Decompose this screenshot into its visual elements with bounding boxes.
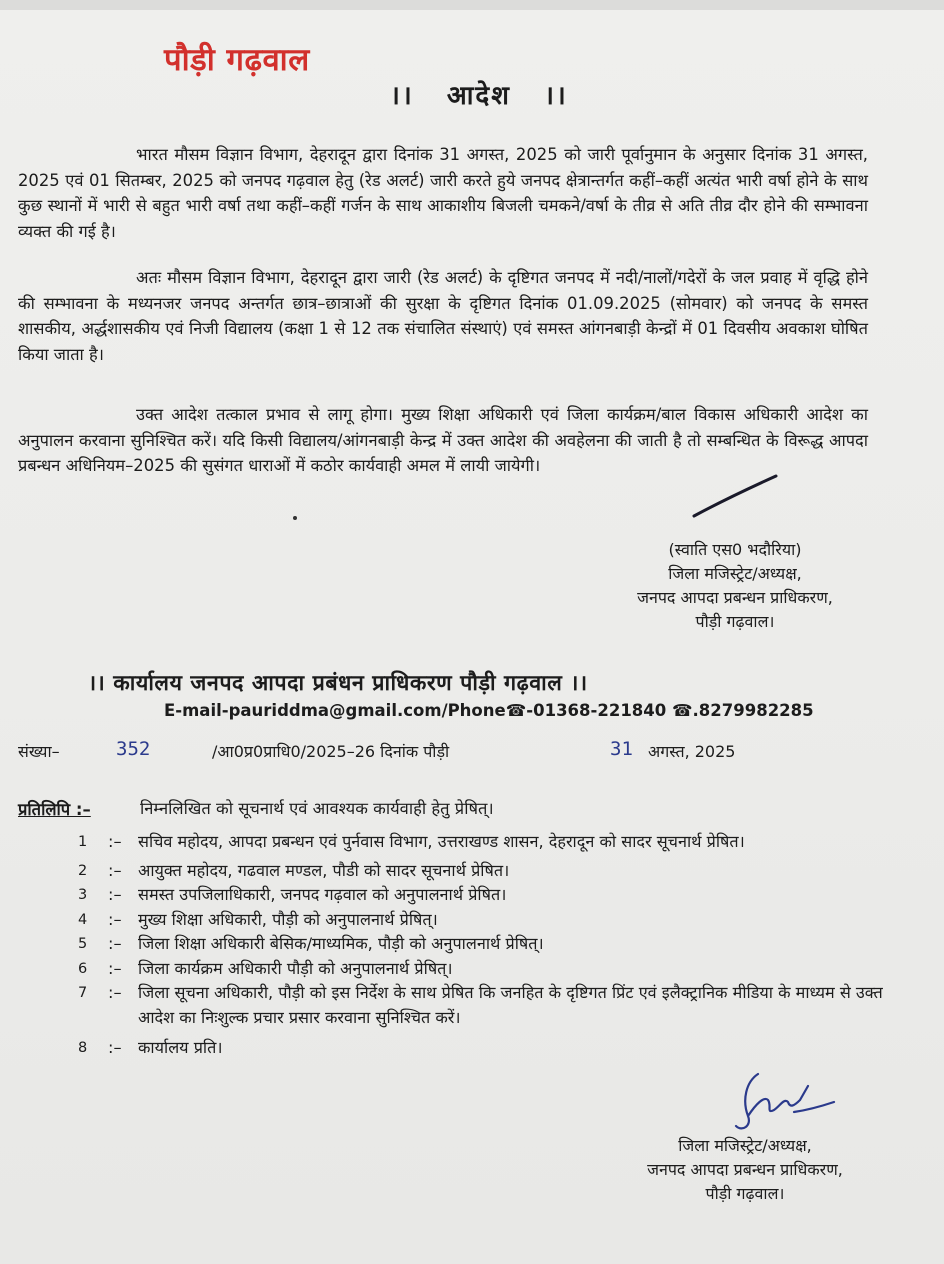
list-item bbox=[70, 859, 910, 884]
signature-stroke-1 bbox=[690, 472, 780, 522]
item-text: समस्त उपजिलाधिकारी, जनपद गढ़वाल को अनुपालनार्थ प्रेषित। bbox=[138, 885, 507, 904]
item-dash: :– bbox=[108, 885, 122, 904]
reference-label: संख्या– bbox=[18, 742, 60, 761]
list-item bbox=[70, 957, 910, 982]
item-text: जिला शिक्षा अधिकारी बेसिक/माध्यमिक, पौड़ी को अनुपालनार्थ प्रेषित्। bbox=[138, 934, 544, 953]
item-dash: :– bbox=[108, 983, 122, 1002]
list-item bbox=[70, 908, 910, 933]
order-paragraph-2: अतः मौसम विज्ञान विभाग, देहरादून द्वारा जारी (रेड अलर्ट) के दृष्टिगत जनपद में नदी/नालों/गदेरों के जल प्रवाह में वृद्धि होने की सम्भावना के मध्यनजर जनपद अन्तर्गत छात्र–छात्राओं की सुरक्षा के दृष्टिगत दिनांक 01.09.2025 (सोमवार) को जनपद के समस्त शासकीय, अर्द्धशासकीय एवं निजी विद्यालय (कक्षा 1 से 12 तक संचालित संस्थाएं) एवं समस्त आंगनबाड़ी केन्द्रों में 01 दिवसीय अवकाश घोषित किया जाता है। bbox=[18, 268, 868, 364]
reference-day: 31 bbox=[610, 738, 633, 760]
item-dash: :– bbox=[108, 958, 122, 978]
copy-to-intro: निम्नलिखित को सूचनार्थ एवं आवश्यक कार्यवाही हेतु प्रेषित्। bbox=[140, 799, 494, 818]
document-page bbox=[0, 10, 944, 1264]
item-text: सचिव महोदय, आपदा प्रबन्धन एवं पुर्नवास विभाग, उत्तराखण्ड शासन, देहरादून को सादर सूचनार्थ प्रेषित। bbox=[138, 832, 745, 851]
signature-block-2 bbox=[600, 1134, 890, 1206]
item-text: मुख्य शिक्षा अधिकारी, पौड़ी को अनुपालनार्थ प्रेषित्। bbox=[138, 909, 438, 929]
list-item bbox=[70, 830, 910, 855]
item-number: 4 bbox=[78, 911, 88, 928]
list-item bbox=[70, 932, 910, 957]
item-number: 7 bbox=[78, 985, 88, 1001]
signatory-place: पौड़ी गढ़वाल। bbox=[705, 1184, 785, 1203]
signatory-authority: जनपद आपदा प्रबन्धन प्राधिकरण, bbox=[637, 588, 833, 607]
list-item bbox=[70, 981, 910, 1030]
signatory-name: (स्वाति एस0 भदौरिया) bbox=[668, 540, 802, 559]
signatory-place: पौड़ी गढ़वाल। bbox=[695, 612, 775, 631]
office-contact: E-mail-pauriddma@gmail.com/Phone☎-01368-221840 ☎.8279982285 bbox=[164, 701, 814, 720]
signatory-designation: जिला मजिस्ट्रेट/अध्यक्ष, bbox=[678, 1136, 812, 1155]
ink-dot bbox=[293, 516, 297, 520]
item-text: जिला कार्यक्रम अधिकारी पौड़ी को अनुपालनार्थ प्रेषित्। bbox=[138, 958, 453, 978]
district-stamp-title: पौड़ी गढ़वाल bbox=[164, 42, 310, 78]
item-dash: :– bbox=[108, 909, 122, 929]
order-paragraph-1: भारत मौसम विज्ञान विभाग, देहरादून द्वारा दिनांक 31 अगस्त, 2025 को जारी पूर्वानुमान के अनुसार दिनांक 31 अगस्त, 2025 एवं 01 सितम्बर, 2025 को जनपद गढ़वाल हेतु (रेड अलर्ट) जारी करते हुये जनपद क्षेत्रान्तर्गत कहीं–कहीं अत्यंत भारी वर्षा होने के साथ कुछ स्थानों में भारी से बहुत भारी वर्षा तथा कहीं–कहीं गर्जन के साथ आकाशीय बिजली चमकने/वर्षा के तीव्र से अति तीव्र दौर होने की सम्भावना व्यक्त की गई है। bbox=[18, 145, 868, 241]
signatory-authority: जनपद आपदा प्रबन्धन प्राधिकरण, bbox=[647, 1160, 843, 1179]
handwritten-signature bbox=[728, 1060, 838, 1140]
item-dash: :– bbox=[108, 832, 122, 851]
item-number: 5 bbox=[78, 936, 88, 952]
signature-block-1 bbox=[590, 538, 880, 634]
reference-month-year: अगस्त, 2025 bbox=[648, 742, 736, 761]
list-item bbox=[70, 883, 910, 908]
office-heading: ।। कार्यालय जनपद आपदा प्रबंधन प्राधिकरण पौड़ी गढ़वाल ।। bbox=[88, 671, 588, 696]
item-number: 1 bbox=[78, 834, 88, 850]
item-dash: :– bbox=[108, 860, 122, 880]
item-text: कार्यालय प्रति। bbox=[138, 1038, 223, 1057]
item-number: 2 bbox=[78, 862, 88, 879]
reference-code: /आ0प्र0प्राधि0/2025–26 दिनांक पौड़ी bbox=[212, 742, 450, 761]
item-text: आयुक्त महोदय, गढवाल मण्डल, पौडी को सादर सूचनार्थ प्रेषित। bbox=[138, 860, 510, 880]
item-number: 8 bbox=[78, 1040, 88, 1056]
order-heading: ।। आदेश ।। bbox=[390, 81, 568, 111]
copy-to-list bbox=[70, 830, 910, 1061]
copy-to-label: प्रतिलिपि :– bbox=[18, 800, 91, 819]
order-paragraph-3: उक्त आदेश तत्काल प्रभाव से लागू होगा। मुख्य शिक्षा अधिकारी एवं जिला कार्यक्रम/बाल विकास अधिकारी आदेश का अनुपालन करवाना सुनिश्चित करें। यदि किसी विद्यालय/आंगनबाड़ी केन्द्र में उक्त आदेश की अवहेलना की जाती है तो सम्बन्धित के विरूद्ध आपदा प्रबन्धन अधिनियम–2025 की सुसंगत धाराओं में कठोर कार्यवाही अमल में लायी जायेगी। bbox=[18, 405, 868, 475]
list-item bbox=[70, 1036, 910, 1061]
reference-number: 352 bbox=[116, 738, 151, 760]
item-number: 3 bbox=[78, 887, 88, 903]
top-edge bbox=[0, 0, 944, 10]
item-dash: :– bbox=[108, 934, 122, 953]
item-number: 6 bbox=[78, 960, 88, 977]
signatory-designation: जिला मजिस्ट्रेट/अध्यक्ष, bbox=[668, 564, 802, 583]
item-dash: :– bbox=[108, 1038, 122, 1057]
item-text: जिला सूचना अधिकारी, पौड़ी को इस निर्देश के साथ प्रेषित कि जनहित के दृष्टिगत प्रिंट एवं इलैक्ट्रानिक मीडिया के माध्यम से उक्त आदेश का निःशुल्क प्रचार प्रसार करवाना सुनिश्चित करें। bbox=[138, 983, 883, 1027]
